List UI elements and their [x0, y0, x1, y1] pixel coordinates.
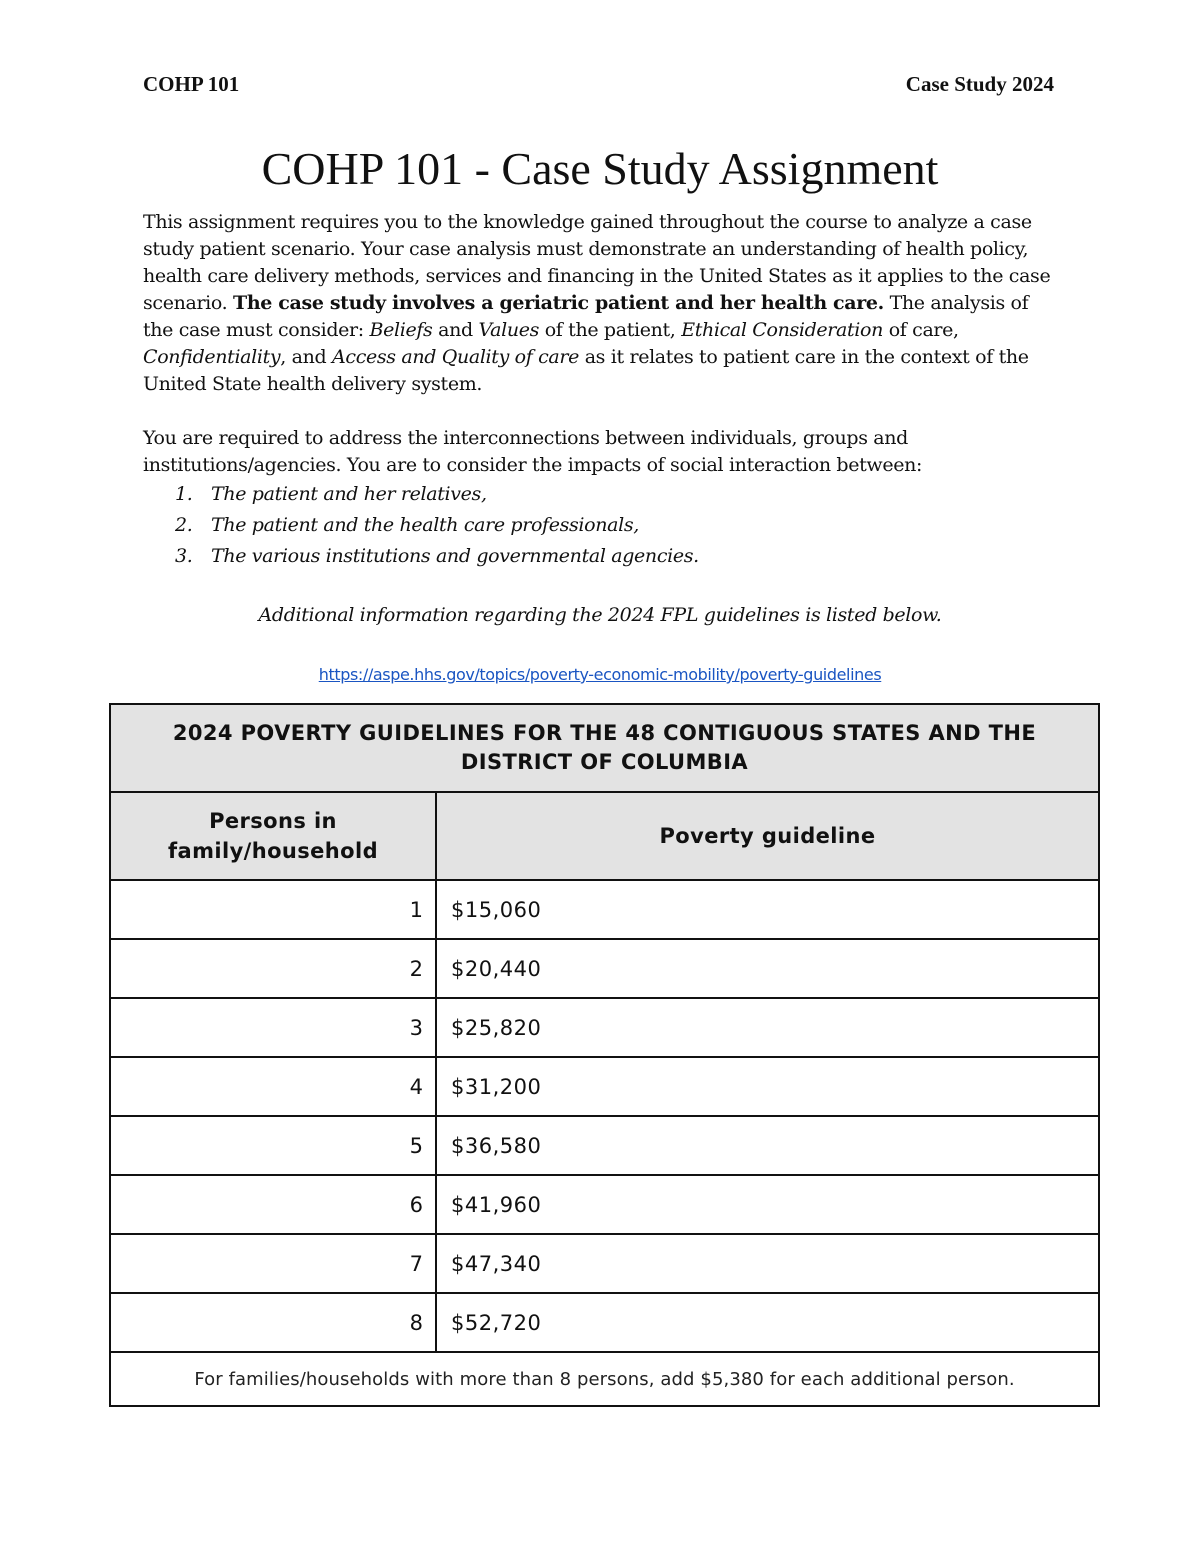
column-header-persons: Persons in family/household [110, 792, 436, 880]
list-text: The patient and her relatives, [211, 483, 487, 505]
additional-person-note: For families/households with more than 8 persons, add $5,380 for each additional person. [110, 1352, 1099, 1406]
list-item [175, 481, 699, 512]
table-header-row [110, 792, 1099, 880]
guideline-cell: $25,820 [436, 998, 1099, 1057]
intro-text: of the patient, [539, 319, 682, 341]
guideline-cell: $15,060 [436, 880, 1099, 939]
list-text: The various institutions and governmental agencies. [211, 545, 699, 567]
persons-cell: 5 [110, 1116, 436, 1175]
list-number: 2. [175, 514, 193, 536]
header-course: COHP 101 [143, 72, 240, 96]
intro-text: , and [280, 346, 333, 368]
persons-cell: 8 [110, 1293, 436, 1352]
column-header-guideline: Poverty guideline [436, 792, 1099, 880]
table-row [110, 1293, 1099, 1352]
table-row [110, 1116, 1099, 1175]
table-caption: 2024 POVERTY GUIDELINES FOR THE 48 CONTIGUOUS STATES AND THE DISTRICT OF COLUMBIA [110, 704, 1099, 792]
poverty-guidelines-table [109, 703, 1100, 1407]
table-row [110, 1175, 1099, 1234]
list-text: The patient and the health care professionals, [211, 514, 639, 536]
term-access-quality: Access and Quality of care [332, 346, 579, 368]
intro-text: This assignment requires you to the knowledge gained throughout the course to analyze a case study patient scenario. Your case analysis must demonstrate an understanding of health policy, health care delivery methods, services and financing in the United States as it applies to the case scenario. [143, 211, 1051, 314]
table-row [110, 1234, 1099, 1293]
guideline-cell: $20,440 [436, 939, 1099, 998]
link-row [0, 665, 1200, 684]
poverty-guidelines-link[interactable]: https://aspe.hhs.gov/topics/poverty-economic-mobility/poverty-guidelines [318, 665, 882, 684]
list-number: 3. [175, 545, 193, 567]
intro-paragraph [143, 209, 1063, 398]
persons-cell: 4 [110, 1057, 436, 1116]
guideline-cell: $31,200 [436, 1057, 1099, 1116]
fpl-note: Additional information regarding the 2024 FPL guidelines is listed below. [258, 604, 942, 626]
intro-text: The analysis of the case must consider: [143, 292, 1029, 341]
intro-text: and [432, 319, 479, 341]
list-item [175, 543, 699, 574]
table-row [110, 1057, 1099, 1116]
interaction-list [175, 481, 699, 574]
guideline-cell: $36,580 [436, 1116, 1099, 1175]
intro-text: of care, [883, 319, 959, 341]
term-ethical: Ethical Consideration [681, 319, 883, 341]
table-row [110, 939, 1099, 998]
persons-cell: 2 [110, 939, 436, 998]
guideline-cell: $52,720 [436, 1293, 1099, 1352]
intro-text: as it relates to patient care in the context of the United State health delivery system. [143, 346, 1029, 395]
list-number: 1. [175, 483, 193, 505]
guideline-cell: $41,960 [436, 1175, 1099, 1234]
persons-cell: 1 [110, 880, 436, 939]
list-item [175, 512, 699, 543]
persons-cell: 3 [110, 998, 436, 1057]
term-beliefs: Beliefs [369, 319, 433, 341]
table-footer-row [110, 1352, 1099, 1406]
header-doc-label: Case Study 2024 [905, 72, 1054, 96]
persons-cell: 6 [110, 1175, 436, 1234]
term-values: Values [478, 319, 540, 341]
table-caption-row [110, 704, 1099, 792]
term-confidentiality: Confidentiality [143, 346, 281, 368]
table-row [110, 880, 1099, 939]
persons-cell: 7 [110, 1234, 436, 1293]
page-title: COHP 101 - Case Study Assignment [261, 143, 939, 194]
requirements-paragraph: You are required to address the interconnections between individuals, groups and institutions/agencies. You are to consider the impacts of social interaction between: [143, 427, 923, 476]
table-row [110, 998, 1099, 1057]
guideline-cell: $47,340 [436, 1234, 1099, 1293]
intro-bold-text: The case study involves a geriatric patient and her health care. [233, 292, 884, 314]
